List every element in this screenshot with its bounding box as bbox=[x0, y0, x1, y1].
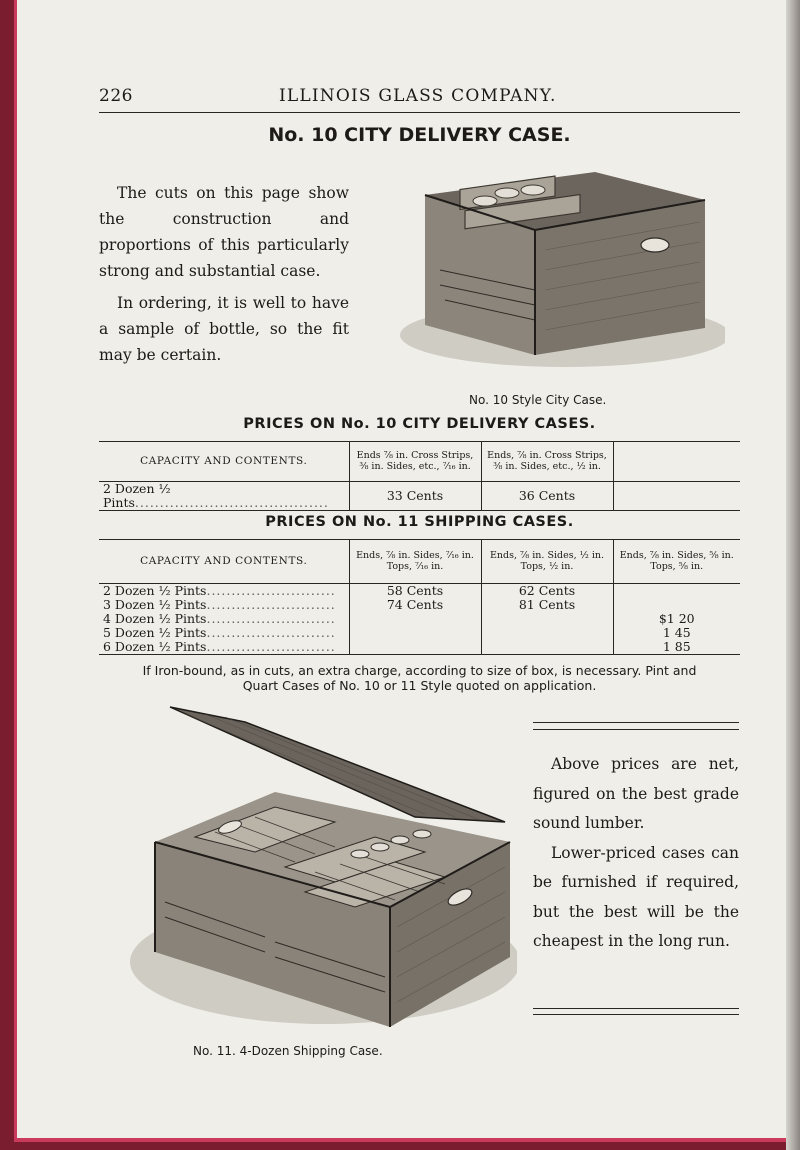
table-1-title: PRICES ON No. 10 CITY DELIVERY CASES. bbox=[243, 416, 596, 432]
intro-paragraph-2: In ordering, it is well to have a sample of bottle, so the fit may be certain. bbox=[99, 294, 349, 364]
table-row bbox=[99, 612, 740, 626]
shipping-case-illustration bbox=[125, 702, 517, 1037]
intro-text bbox=[99, 180, 349, 374]
side-paragraph-2: Lower-priced cases can be furnished if required, but the best will be the cheapest in the long run. bbox=[533, 843, 739, 950]
column-header: CAPACITY AND CONTENTS. bbox=[99, 540, 349, 584]
side-rule-bottom bbox=[533, 1014, 739, 1015]
column-header: Ends, ⅞ in. Cross Strips, ⅜ in. Sides, etc., ½ in. bbox=[481, 442, 613, 482]
figure-2-caption: No. 11. 4-Dozen Shipping Case. bbox=[193, 1044, 383, 1058]
capacity-cell: 4 Dozen ½ Pints.......................... bbox=[103, 611, 336, 626]
price-cell: 62 Cents bbox=[481, 584, 613, 599]
iron-bound-note bbox=[99, 663, 740, 693]
price-cell: $1 20 bbox=[613, 612, 740, 626]
table-row bbox=[99, 482, 740, 511]
price-cell: 33 Cents bbox=[349, 482, 481, 511]
side-paragraph-1: Above prices are net, figured on the best grade sound lumber. bbox=[533, 755, 739, 832]
capacity-cell: 6 Dozen ½ Pints.......................... bbox=[103, 639, 336, 654]
leader-dots: .......................... bbox=[206, 597, 336, 612]
catalog-page bbox=[14, 0, 789, 1142]
table-2-title: PRICES ON No. 11 SHIPPING CASES. bbox=[265, 514, 574, 530]
column-header bbox=[613, 442, 740, 482]
price-cell bbox=[481, 612, 613, 626]
figure-1-caption: No. 10 Style City Case. bbox=[469, 393, 607, 407]
price-cell: 81 Cents bbox=[481, 598, 613, 612]
price-cell bbox=[349, 640, 481, 655]
page-number: 226 bbox=[99, 86, 133, 106]
column-header: Ends ⅞ in. Cross Strips, ⅜ in. Sides, etc., ⁷⁄₁₆ in. bbox=[349, 442, 481, 482]
price-cell: 1 85 bbox=[613, 640, 740, 655]
capacity-cell: 5 Dozen ½ Pints.......................... bbox=[103, 625, 336, 640]
leader-dots: .......................... bbox=[206, 625, 336, 640]
price-cell: 36 Cents bbox=[481, 482, 613, 511]
column-header: CAPACITY AND CONTENTS. bbox=[99, 442, 349, 482]
price-cell bbox=[613, 482, 740, 511]
price-cell: 74 Cents bbox=[349, 598, 481, 612]
table-row bbox=[99, 598, 740, 612]
leader-dots: .......................... bbox=[206, 583, 336, 598]
price-cell bbox=[349, 626, 481, 640]
column-header: Ends, ⅞ in. Sides, ⁷⁄₁₆ in. Tops, ⁷⁄₁₆ in. bbox=[349, 540, 481, 584]
price-cell: 58 Cents bbox=[349, 584, 481, 599]
leader-dots: ....................................... bbox=[134, 495, 329, 510]
page-edge bbox=[786, 0, 800, 1150]
city-case-illustration bbox=[385, 160, 725, 375]
price-table-no10 bbox=[99, 441, 740, 511]
column-header: Ends, ⅞ in. Sides, ½ in. Tops, ½ in. bbox=[481, 540, 613, 584]
price-cell: 1 45 bbox=[613, 626, 740, 640]
intro-paragraph-1: The cuts on this page show the construction and proportions of this particularly strong and substantial case. bbox=[99, 184, 349, 280]
capacity-cell: 2 Dozen ½ Pints.......................... bbox=[103, 583, 336, 598]
capacity-cell: 2 Dozen ½ Pints....................................... bbox=[103, 481, 329, 510]
side-text bbox=[533, 750, 739, 957]
price-cell bbox=[349, 612, 481, 626]
price-cell bbox=[613, 584, 740, 599]
side-rule-bottom-thin bbox=[533, 1008, 739, 1009]
leader-dots: .......................... bbox=[206, 611, 336, 626]
header-rule bbox=[99, 112, 740, 113]
note-line-2: Quart Cases of No. 10 or 11 Style quoted on application. bbox=[242, 678, 597, 693]
table-row bbox=[99, 640, 740, 655]
side-rule-top bbox=[533, 722, 739, 723]
capacity-cell: 3 Dozen ½ Pints.......................... bbox=[103, 597, 336, 612]
leader-dots: .......................... bbox=[206, 639, 336, 654]
price-table-no11 bbox=[99, 539, 740, 655]
price-cell bbox=[613, 598, 740, 612]
note-line-1: If Iron-bound, as in cuts, an extra charge, according to size of box, is necessary. Pint and bbox=[142, 663, 697, 678]
price-cell bbox=[481, 640, 613, 655]
side-rule-top-thin bbox=[533, 729, 739, 730]
table-row bbox=[99, 584, 740, 599]
column-header: Ends, ⅞ in. Sides, ⅝ in. Tops, ⅝ in. bbox=[613, 540, 740, 584]
table-row bbox=[99, 626, 740, 640]
running-title: ILLINOIS GLASS COMPANY. bbox=[279, 86, 557, 106]
page-title: No. 10 CITY DELIVERY CASE. bbox=[268, 124, 571, 146]
price-cell bbox=[481, 626, 613, 640]
